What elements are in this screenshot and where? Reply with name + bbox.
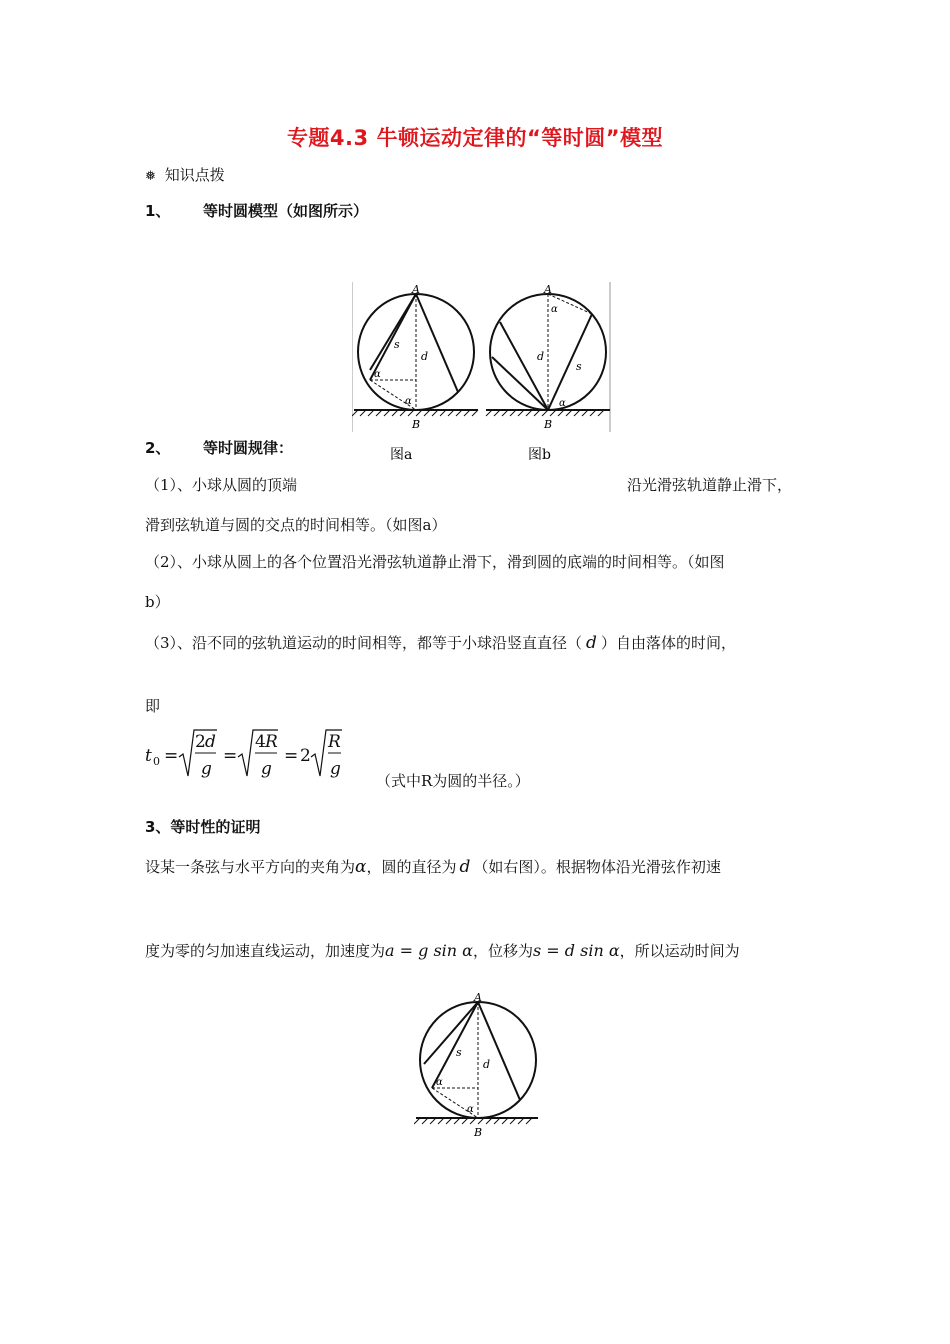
section2-heading: 等时圆规律： bbox=[203, 439, 294, 457]
proof-text-2a: 度为零的匀加速直线运动，加速度为 bbox=[145, 942, 386, 960]
label-b-d: d bbox=[537, 350, 545, 363]
rule3-cont: 即 bbox=[145, 697, 161, 715]
svg-text:d: d bbox=[205, 732, 216, 752]
rule1-start: （1）、小球从圆的顶端 bbox=[145, 476, 298, 494]
section3-heading: 3、等时性的证明 bbox=[145, 818, 261, 836]
proof-text-1c: （如右图）。根据物体沿光滑弦作初速 bbox=[473, 858, 721, 876]
proof-text-1a: 设某一条弦与水平方向的夹角为 bbox=[145, 858, 356, 876]
diagram-a bbox=[352, 283, 478, 463]
diagram-b bbox=[486, 283, 610, 463]
proof-text-1b: ，圆的直径为 bbox=[366, 858, 457, 876]
svg-text:R: R bbox=[328, 732, 341, 752]
label-b-alpha1: α bbox=[551, 304, 558, 315]
label-proof-s: s bbox=[456, 1046, 462, 1059]
svg-text:2: 2 bbox=[300, 746, 311, 766]
svg-text:R: R bbox=[265, 732, 278, 752]
section1-heading: 等时圆模型（如图所示） bbox=[203, 202, 369, 220]
proof-var-d: d bbox=[459, 857, 471, 877]
chord-a-right bbox=[416, 294, 458, 392]
svg-text:g: g bbox=[261, 759, 272, 779]
svg-text:2: 2 bbox=[195, 732, 206, 752]
chord-proof-s bbox=[432, 1002, 478, 1088]
proof-eq-displacement: s = d sin α bbox=[533, 941, 620, 960]
chord-b-1 bbox=[500, 322, 548, 410]
figure-proof bbox=[414, 990, 544, 1144]
snowflake-icon: ❅ bbox=[145, 169, 156, 184]
proof-text-2b: ，位移为 bbox=[472, 942, 533, 960]
proof-line2 bbox=[145, 940, 740, 961]
proof-text-2c: ，所以运动时间为 bbox=[619, 942, 740, 960]
label-proof-B: B bbox=[474, 1126, 483, 1139]
chord-a-s bbox=[370, 294, 416, 380]
label-a-s: s bbox=[394, 338, 400, 351]
proof-var-alpha: α bbox=[355, 857, 367, 877]
caption-a: 图a bbox=[390, 447, 413, 463]
label-proof-A: A bbox=[474, 991, 482, 1004]
formula-t0 bbox=[145, 728, 345, 784]
label-a-d: d bbox=[421, 350, 429, 363]
label-proof-alpha2: α bbox=[467, 1104, 474, 1115]
rule1-cont: 滑到弦轨道与圆的交点的时间相等。（如图a） bbox=[145, 516, 447, 534]
proof-eq-accel: a = g sin α bbox=[385, 941, 473, 960]
proof-line1 bbox=[145, 856, 721, 877]
rule3-text-a: （3）、沿不同的弦轨道运动的时间相等，都等于小球沿竖直直径（ bbox=[145, 634, 583, 652]
formula-note: （式中R为圆的半径。） bbox=[376, 772, 530, 790]
rule2: （2）、小球从圆上的各个位置沿光滑弦轨道静止滑下，滑到圆的底端的时间相等。（如图 bbox=[145, 553, 725, 571]
svg-text:=: = bbox=[284, 746, 299, 766]
caption-b: 图b bbox=[528, 447, 551, 463]
rule3-text-b: ）自由落体的时间， bbox=[600, 634, 736, 652]
label-a-A: A bbox=[412, 283, 420, 296]
label-b-s: s bbox=[576, 360, 582, 373]
rule2-cont: b） bbox=[145, 593, 170, 611]
chord-proof-right bbox=[478, 1002, 520, 1100]
rule3 bbox=[145, 632, 736, 653]
label-a-alpha1: α bbox=[374, 369, 381, 380]
svg-text:g: g bbox=[330, 759, 341, 779]
svg-text:4: 4 bbox=[255, 732, 266, 752]
svg-text:0: 0 bbox=[153, 755, 160, 768]
section2-number: 2、 bbox=[145, 439, 171, 457]
label-a-B: B bbox=[412, 418, 421, 431]
svg-text:t: t bbox=[145, 746, 152, 766]
tips-line bbox=[145, 164, 225, 185]
svg-text:g: g bbox=[201, 759, 212, 779]
figure-ab bbox=[352, 282, 614, 468]
rule1-end: 沿光滑弦轨道静止滑下， bbox=[627, 476, 793, 494]
label-proof-d: d bbox=[483, 1058, 491, 1071]
label-proof-alpha1: α bbox=[436, 1077, 443, 1088]
label-b-alpha2: α bbox=[559, 398, 566, 409]
label-b-B: B bbox=[544, 418, 553, 431]
section1-number: 1、 bbox=[145, 202, 171, 220]
chord-proof-left bbox=[424, 1002, 478, 1064]
label-b-A: A bbox=[544, 283, 552, 296]
rule3-var-d: d bbox=[586, 633, 597, 653]
svg-text:=: = bbox=[223, 746, 238, 766]
tips-label: 知识点拨 bbox=[164, 166, 225, 184]
svg-text:=: = bbox=[164, 746, 179, 766]
label-a-alpha2: α bbox=[405, 396, 412, 407]
page-title: 专题4.3 牛顿运动定律的“等时圆”模型 bbox=[286, 126, 664, 150]
